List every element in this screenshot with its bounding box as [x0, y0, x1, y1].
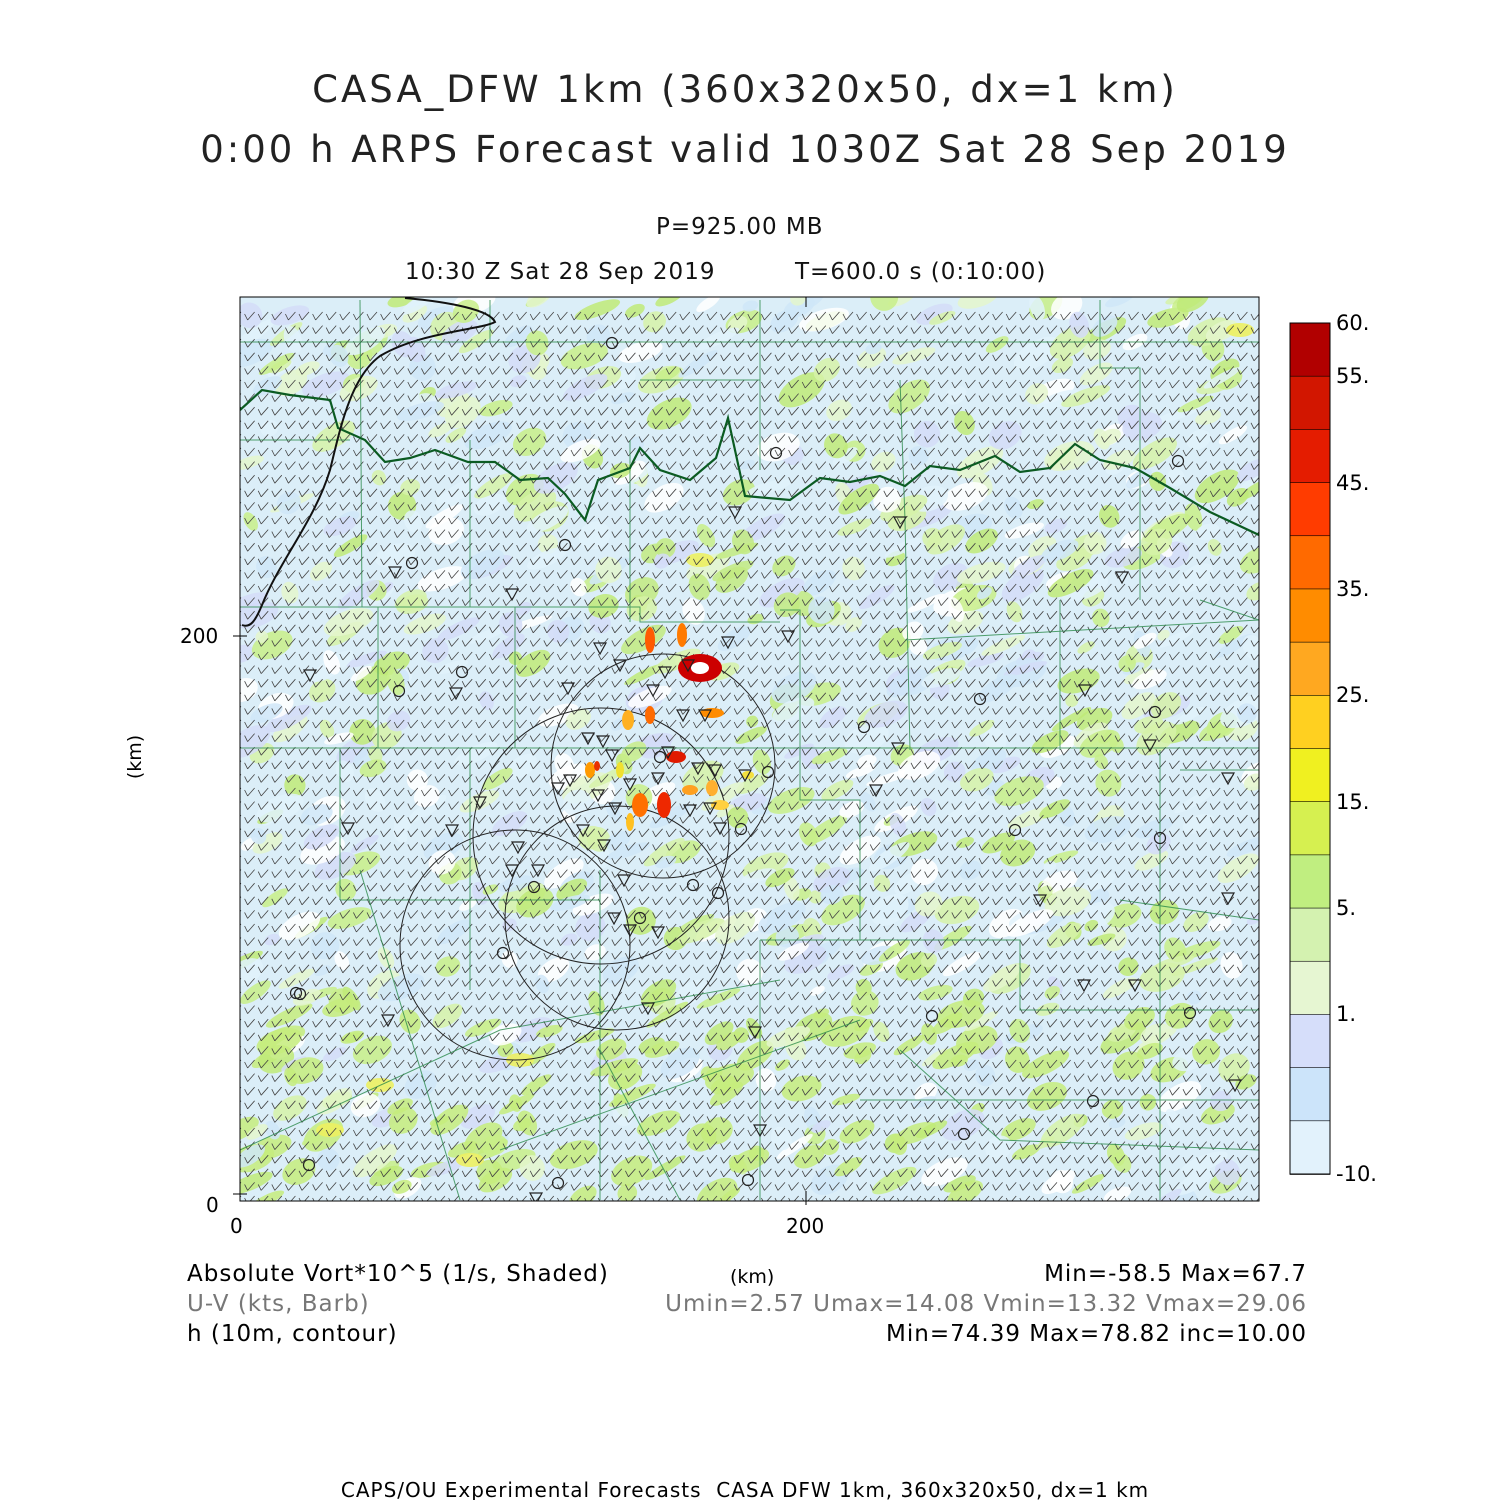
colorbar-label: 60.	[1336, 311, 1370, 335]
vorticity-max	[706, 780, 718, 796]
x-axis-label: (km)	[730, 1266, 775, 1288]
colorbar-swatch	[1290, 855, 1330, 909]
vorticity-max	[585, 762, 595, 778]
vorticity-shading	[215, 278, 1280, 1218]
colorbar-swatch	[1290, 695, 1330, 749]
figure-title-line1: CASA_DFW 1km (360x320x50, dx=1 km)	[312, 68, 1178, 111]
x-tick-200: 200	[786, 1214, 825, 1238]
vorticity-max	[622, 710, 634, 730]
colorbar-label: 1.	[1336, 1002, 1357, 1027]
colorbar-swatch	[1290, 323, 1330, 377]
colorbar-swatch	[1290, 802, 1330, 856]
vorticity-max	[616, 762, 624, 778]
vorticity-max	[677, 623, 687, 647]
colorbar	[1290, 323, 1330, 1175]
wind-stats: Umin=2.57 Umax=14.08 Vmin=13.32 Vmax=29.06	[665, 1291, 1307, 1317]
colorbar-swatch	[1290, 1014, 1330, 1068]
colorbar-swatch	[1290, 483, 1330, 537]
y-axis-label: (km)	[124, 734, 147, 780]
vorticity-max	[594, 761, 600, 771]
colorbar-swatch	[1290, 908, 1330, 962]
colorbar-label: 5.	[1336, 896, 1357, 921]
colorbar-swatch	[1290, 642, 1330, 696]
colorbar-label: -10.	[1336, 1162, 1377, 1186]
colorbar-swatch	[1290, 536, 1330, 590]
colorbar-label: 15.	[1336, 789, 1370, 814]
elapsed-time: T=600.0 s (0:10:00)	[795, 259, 1047, 285]
y-tick-200: 200	[180, 624, 219, 648]
footer-credit: CAPS/OU Experimental Forecasts CASA DFW 1km, 360x320x50, dx=1 km	[340, 1478, 1150, 1500]
vorticity-patch	[456, 1153, 484, 1167]
colorbar-label: 25.	[1336, 683, 1370, 708]
vorticity-max	[632, 793, 648, 817]
y-tick-0: 0	[206, 1193, 219, 1217]
colorbar-swatch	[1290, 429, 1330, 483]
colorbar-swatch	[1290, 961, 1330, 1015]
colorbar-swatch	[1290, 749, 1330, 803]
colorbar-swatch	[1290, 1068, 1330, 1122]
legend-height: h (10m, contour)	[187, 1321, 398, 1347]
vorticity-max	[645, 627, 655, 653]
valid-time: 10:30 Z Sat 28 Sep 2019	[405, 259, 716, 285]
figure-title-line2: 0:00 h ARPS Forecast valid 1030Z Sat 28 Sep 2019	[200, 128, 1290, 171]
colorbar-label: 55.	[1336, 364, 1370, 389]
vorticity-patch	[686, 553, 714, 567]
vorticity-max	[711, 800, 729, 810]
vorticity-max	[657, 792, 671, 818]
height-stats: Min=74.39 Max=78.82 inc=10.00	[886, 1321, 1307, 1347]
vorticity-max	[645, 706, 655, 724]
colorbar-swatch	[1290, 376, 1330, 430]
vorticity-max	[682, 785, 698, 795]
colorbar-swatch	[1290, 1121, 1330, 1175]
vorticity-max	[691, 662, 709, 674]
legend-wind: U-V (kts, Barb)	[187, 1291, 370, 1317]
legend-vorticity: Absolute Vort*10^5 (1/s, Shaded)	[187, 1261, 609, 1287]
colorbar-label: 45.	[1336, 470, 1370, 495]
pressure-level: P=925.00 MB	[656, 214, 824, 240]
x-tick-0: 0	[230, 1214, 243, 1238]
colorbar-label: 35.	[1336, 576, 1370, 601]
colorbar-swatch	[1290, 589, 1330, 643]
vorticity-max	[626, 813, 634, 831]
vorticity-stats: Min=-58.5 Max=67.7	[1044, 1261, 1307, 1287]
